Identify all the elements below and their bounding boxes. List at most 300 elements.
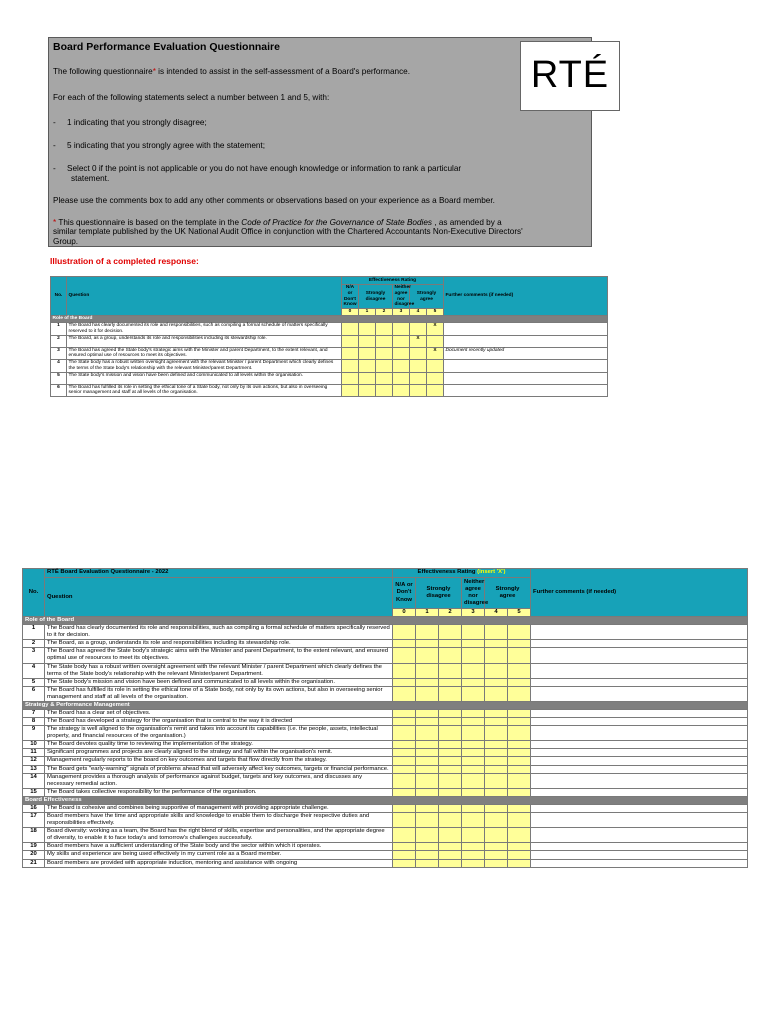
row-number: 9 [23,726,45,741]
table-row [23,718,748,726]
rating-cell-5[interactable] [508,686,531,701]
rating-cell-0[interactable] [393,749,416,757]
comment-cell[interactable] [531,843,748,851]
rating-cell-0[interactable] [342,347,359,360]
table-row [23,710,748,718]
rating-cell-1[interactable] [416,749,439,757]
row-number: 10 [23,741,45,749]
rating-cell-0[interactable] [393,726,416,741]
rating-cell-5[interactable]: X [427,347,444,360]
question-text: Board members are provided with appropriate induction, mentoring and assistance with ongoing [45,859,393,867]
rating-cell-2[interactable] [376,360,393,373]
question-text: The Board gets "early-warning" signals of problems ahead that will adversely affect key outcomes, targets or financial performance. [45,765,393,773]
rating-cell-3[interactable] [462,765,485,773]
rating-cell-0[interactable] [393,859,416,867]
rating-cell-2[interactable] [439,741,462,749]
rating-cell-1[interactable] [416,640,439,648]
col-header-question: Question [45,578,393,617]
comment-cell[interactable] [531,749,748,757]
rating-cell-0[interactable] [342,360,359,373]
col-header-no: No. [23,569,45,617]
rating-cell-0[interactable] [393,828,416,843]
rating-cell-3[interactable] [462,741,485,749]
scale-3: 3 [462,609,485,617]
intro-box [48,37,610,247]
rating-cell-0[interactable] [393,773,416,788]
asterisk-marker: * [152,67,156,76]
row-number: 11 [23,749,45,757]
scale-2: 2 [376,309,393,316]
rating-cell-4[interactable] [485,773,508,788]
col-header-rating: Effectiveness Rating (insert 'X') [393,569,531,578]
rating-cell-3[interactable] [462,686,485,701]
rating-cell-3[interactable] [462,843,485,851]
rating-cell-3[interactable] [462,859,485,867]
section-header-row [23,617,748,625]
row-number: 3 [51,347,67,360]
row-number: 1 [23,625,45,640]
rating-cell-5[interactable] [508,804,531,812]
rating-cell-5[interactable] [508,749,531,757]
intro-line-2: For each of the following statements select a number between 1 and 5, with: [53,93,330,102]
rating-cell-0[interactable] [393,741,416,749]
rating-cell-1[interactable] [416,710,439,718]
scale-1: 1 [359,309,376,316]
rating-cell-5[interactable] [508,788,531,796]
rating-cell-2[interactable] [439,788,462,796]
comment-cell[interactable] [531,813,748,828]
row-number: 15 [23,788,45,796]
row-number: 21 [23,859,45,867]
comment-cell[interactable]: Document recently updated [444,347,608,360]
rating-cell-4[interactable] [485,663,508,678]
rating-cell-1[interactable] [359,384,376,397]
row-number: 2 [51,335,67,347]
rating-cell-4[interactable] [485,741,508,749]
table-row [23,788,748,796]
question-text: The Board has agreed the State body's strategic aims with the Minister and parent Department, to the extent relevant, and ensured optimal use of resources to meet its objectives. [45,648,393,663]
rating-cell-4[interactable] [485,765,508,773]
rating-cell-0[interactable] [393,640,416,648]
col-header-na: N/A or Don't Know [343,285,357,308]
table-row [23,773,748,788]
rating-cell-5[interactable] [508,710,531,718]
rating-cell-2[interactable] [439,710,462,718]
section-header: Board Effectiveness [23,796,748,804]
comment-cell[interactable] [444,360,608,373]
rating-cell-2[interactable] [376,323,393,336]
comment-cell[interactable] [531,741,748,749]
scale-4: 4 [485,609,508,617]
rating-cell-1[interactable] [416,813,439,828]
rating-cell-3[interactable] [462,625,485,640]
table-row [23,625,748,640]
question-text: Management regularly reports to the board on key outcomes and targets that flow directly from the strategy. [45,757,393,765]
question-text: The Board devotes quality time to reviewing the implementation of the strategy. [45,741,393,749]
section-header: Role of the Board [51,316,608,323]
rating-cell-4[interactable] [485,640,508,648]
table-row [23,851,748,859]
col-header-nn: Neither agree nor disagree [462,578,485,609]
rating-cell-5[interactable] [508,828,531,843]
row-number: 4 [23,663,45,678]
rating-cell-3[interactable] [462,749,485,757]
comment-cell[interactable] [531,640,748,648]
col-header-sa: Strongly agree [485,578,531,609]
rating-cell-4[interactable] [485,804,508,812]
row-number: 2 [23,640,45,648]
rating-cell-3[interactable] [462,773,485,788]
table-row [23,757,748,765]
col-header-question: Question [67,277,342,316]
row-number: 5 [23,678,45,686]
rating-cell-2[interactable] [439,625,462,640]
rating-cell-3[interactable] [462,828,485,843]
question-text: The Board has fulfilled its role in setting the ethical tone of a State body, not only by its own actions, but also in overseeing senior management and staff at all levels of the organisation. [67,384,342,397]
rating-cell-5[interactable] [508,648,531,663]
row-number: 8 [23,718,45,726]
rating-cell-1[interactable] [359,360,376,373]
comment-cell[interactable] [531,851,748,859]
rating-cell-5[interactable] [508,625,531,640]
rating-cell-5[interactable] [508,678,531,686]
row-number: 16 [23,804,45,812]
rating-cell-1[interactable] [416,843,439,851]
rating-cell-2[interactable] [439,859,462,867]
question-text: The Board, as a group, understands its role and responsibilities including its stewardship role. [67,335,342,347]
table-row [23,678,748,686]
rating-cell-1[interactable] [416,726,439,741]
col-header-sd: Strongly disagree [359,285,393,309]
rating-cell-2[interactable] [439,757,462,765]
scale-4: 4 [410,309,427,316]
rating-cell-1[interactable] [416,773,439,788]
col-header-nn: Neither agree nor disagree [394,285,415,308]
row-number: 4 [51,360,67,373]
comment-cell[interactable] [531,757,748,765]
rating-cell-4[interactable] [410,384,427,397]
rating-cell-0[interactable] [393,710,416,718]
rating-cell-5[interactable] [427,335,444,347]
comment-cell[interactable] [444,384,608,397]
rating-cell-3[interactable] [462,678,485,686]
rating-cell-1[interactable] [416,625,439,640]
table-row [23,640,748,648]
question-text: The Board is cohesive and combines being supportive of management with providing appropriate challenge. [45,804,393,812]
rating-cell-0[interactable] [342,372,359,384]
col-header-rating: Effectiveness Rating [342,277,444,285]
row-number: 5 [51,372,67,384]
rating-cell-2[interactable] [439,663,462,678]
rating-cell-3[interactable] [462,726,485,741]
table-row [51,360,608,373]
table-row [23,726,748,741]
rating-cell-0[interactable] [393,757,416,765]
rating-cell-1[interactable] [416,851,439,859]
rating-cell-2[interactable] [439,851,462,859]
rating-cell-3[interactable] [462,813,485,828]
scale-5: 5 [508,609,531,617]
table-row [51,347,608,360]
comment-cell[interactable] [444,335,608,347]
row-number: 18 [23,828,45,843]
questionnaire-title: RTÉ Board Evaluation Questionnaire - 2022 [45,569,393,578]
table-row [23,663,748,678]
comment-cell[interactable] [531,765,748,773]
rating-cell-4[interactable] [485,828,508,843]
rating-cell-5[interactable] [508,843,531,851]
rating-cell-4[interactable] [485,843,508,851]
rating-cell-1[interactable] [416,757,439,765]
rating-cell-3[interactable] [462,718,485,726]
comment-cell[interactable] [444,323,608,336]
rating-cell-2[interactable] [439,765,462,773]
rating-cell-1[interactable] [416,804,439,812]
comment-cell[interactable] [531,686,748,701]
rating-cell-5[interactable] [508,773,531,788]
row-number: 17 [23,813,45,828]
rating-cell-4[interactable] [485,678,508,686]
rating-cell-2[interactable] [439,726,462,741]
rating-cell-4[interactable] [485,749,508,757]
rating-cell-5[interactable] [508,859,531,867]
rating-cell-0[interactable] [393,686,416,701]
table-row [23,804,748,812]
table-row [51,335,608,347]
rating-cell-2[interactable] [439,843,462,851]
rating-cell-3[interactable] [462,663,485,678]
rating-cell-4[interactable] [485,813,508,828]
rating-cell-3[interactable] [393,372,410,384]
question-text: The Board has agreed the State body's strategic aims with the Minister and parent Department, to the extent relevant, and ensured optimal use of resources to meet its objectives. [67,347,342,360]
comment-cell[interactable] [531,859,748,867]
row-number: 6 [51,384,67,397]
rating-cell-0[interactable] [393,813,416,828]
rating-cell-5[interactable] [427,372,444,384]
rating-cell-1[interactable] [359,323,376,336]
col-header-sa: Strongly agree [410,285,444,309]
rating-cell-1[interactable] [416,859,439,867]
rating-cell-2[interactable] [439,640,462,648]
rating-cell-5[interactable] [508,813,531,828]
rating-cell-1[interactable] [416,741,439,749]
col-header-comments: Further comments (if needed) [531,569,748,617]
rating-cell-3[interactable] [393,335,410,347]
rating-cell-5[interactable] [508,726,531,741]
table-row [23,648,748,663]
rating-cell-4[interactable] [485,757,508,765]
rating-cell-0[interactable] [393,765,416,773]
rating-cell-2[interactable] [439,749,462,757]
intro-line-1: The following questionnaire* is intended to assist in the self-assessment of a Board's performance. [53,67,411,76]
question-text: My skills and experience are being used effectively in my current role as a Board member. [45,851,393,859]
row-number: 3 [23,648,45,663]
rating-cell-1[interactable] [416,648,439,663]
rating-cell-3[interactable] [462,710,485,718]
rating-cell-3[interactable] [393,360,410,373]
rating-cell-1[interactable] [359,372,376,384]
rating-cell-2[interactable] [376,384,393,397]
rating-cell-4[interactable] [485,718,508,726]
rating-cell-3[interactable] [393,384,410,397]
section-header-row [23,701,748,709]
scale-5: 5 [427,309,444,316]
rating-cell-2[interactable] [439,686,462,701]
table-row [23,749,748,757]
rating-cell-1[interactable] [416,788,439,796]
scale-0: 0 [393,609,416,617]
rating-cell-0[interactable] [393,851,416,859]
comment-cell[interactable] [531,828,748,843]
comment-cell[interactable] [531,678,748,686]
rating-cell-4[interactable] [485,859,508,867]
scale-1: 1 [416,609,439,617]
question-text: Management provides a thorough analysis of performance against budget, targets and key outcomes, and discusses any necessary remedial action. [45,773,393,788]
comment-cell[interactable] [531,625,748,640]
rating-cell-1[interactable] [359,335,376,347]
rating-cell-4[interactable] [410,347,427,360]
rating-cell-3[interactable] [462,757,485,765]
rating-cell-4[interactable]: X [410,335,427,347]
rating-cell-5[interactable] [508,718,531,726]
rating-cell-1[interactable] [416,663,439,678]
comment-cell[interactable] [531,710,748,718]
rating-cell-3[interactable] [462,640,485,648]
rating-cell-5[interactable] [427,384,444,397]
col-header-na: N/A or Don't Know [393,578,416,609]
rating-cell-2[interactable] [439,828,462,843]
question-text: The State body has a robust written oversight agreement with the relevant Minister / parent Department which clearly defines the terms of the State body's relationship with the relevant Minister/parent Department. [45,663,393,678]
rating-cell-4[interactable] [485,788,508,796]
comment-cell[interactable] [531,648,748,663]
rating-cell-2[interactable] [376,372,393,384]
rating-cell-4[interactable] [485,648,508,663]
question-text: The Board has clearly documented its role and responsibilities, such as compiling a formal schedule of matters specifically reserved to it for decision. [45,625,393,640]
rating-cell-2[interactable] [439,648,462,663]
rating-cell-1[interactable] [359,347,376,360]
rating-cell-2[interactable] [439,678,462,686]
rating-cell-3[interactable] [393,347,410,360]
rating-cell-4[interactable] [410,323,427,336]
rating-cell-2[interactable] [439,813,462,828]
rating-cell-3[interactable] [462,648,485,663]
intro-bullet-2: - 5 indicating that you strongly agree with the statement; [53,141,265,150]
comment-cell[interactable] [531,726,748,741]
rating-cell-1[interactable] [416,828,439,843]
rating-cell-3[interactable] [393,323,410,336]
rating-cell-0[interactable] [393,678,416,686]
row-number: 7 [23,710,45,718]
rating-cell-2[interactable] [439,773,462,788]
rating-cell-4[interactable] [485,710,508,718]
rating-cell-2[interactable] [376,347,393,360]
comment-cell[interactable] [531,788,748,796]
rating-cell-0[interactable] [342,384,359,397]
rating-cell-4[interactable] [485,851,508,859]
rating-cell-1[interactable] [416,686,439,701]
rating-cell-5[interactable] [508,765,531,773]
comment-cell[interactable] [531,804,748,812]
rating-cell-1[interactable] [416,678,439,686]
question-text: The Board, as a group, understands its role and responsibilities including its stewardship role. [45,640,393,648]
question-text: The Board has fulfilled its role in setting the ethical tone of a State body, not only by its own actions, but also in overseeing senior management and staff at all levels of the organisation. [45,686,393,701]
rating-cell-5[interactable]: X [427,323,444,336]
rating-cell-4[interactable] [410,360,427,373]
rating-cell-5[interactable] [508,757,531,765]
comment-cell[interactable] [531,773,748,788]
comment-cell[interactable] [531,718,748,726]
rating-cell-0[interactable] [393,843,416,851]
comment-cell[interactable] [531,663,748,678]
rating-cell-0[interactable] [342,323,359,336]
table-row [23,741,748,749]
rating-cell-5[interactable] [508,663,531,678]
col-header-no: No. [51,277,67,316]
rating-cell-3[interactable] [462,804,485,812]
rating-cell-2[interactable] [376,335,393,347]
rating-cell-0[interactable] [393,804,416,812]
rating-cell-0[interactable] [393,663,416,678]
question-text: The Board takes collective responsibility for the performance of the organisation. [45,788,393,796]
rating-cell-4[interactable] [410,372,427,384]
question-text: Significant programmes and projects are clearly aligned to the strategy and fall within the organisation's remit. [45,749,393,757]
section-header: Role of the Board [23,617,748,625]
intro-bullet-1: - 1 indicating that you strongly disagree; [53,118,207,127]
intro-footnote: * This questionnaire is based on the template in the Code of Practice for the Governance of State Bodies , as amended by a similar template published by the UK National Audit Office in conjunction with the Chartered Accountants Non-Executive Directors' Group. [53,218,523,246]
rating-cell-5[interactable] [508,741,531,749]
table-row [23,686,748,701]
rating-cell-4[interactable] [485,625,508,640]
rating-cell-2[interactable] [439,804,462,812]
table-row [23,828,748,843]
question-text: Board members have the time and appropriate skills and knowledge to enable them to discharge their respective duties and responsibilities effectively. [45,813,393,828]
rating-cell-0[interactable] [393,625,416,640]
questionnaire-table [22,568,748,868]
comment-cell[interactable] [444,372,608,384]
rating-cell-5[interactable] [508,640,531,648]
rating-cell-4[interactable] [485,726,508,741]
rating-cell-5[interactable] [427,360,444,373]
col-header-sd: Strongly disagree [416,578,462,609]
rating-cell-0[interactable] [393,648,416,663]
rating-cell-0[interactable] [393,718,416,726]
row-number: 13 [23,765,45,773]
question-text: The Board has developed a strategy for the organisation that is central to the way it is directed [45,718,393,726]
rte-logo: RTÉ [520,41,620,111]
question-text: Board members have a sufficient understanding of the State body and the sector within which it operates. [45,843,393,851]
scale-0: 0 [342,309,359,316]
table-row [51,323,608,336]
rating-cell-0[interactable] [342,335,359,347]
illustration-label: Illustration of a completed response: [50,256,199,266]
table-row [23,859,748,867]
section-header: Strategy & Performance Management [23,701,748,709]
rating-cell-3[interactable] [462,851,485,859]
table-row [51,384,608,397]
rating-cell-4[interactable] [485,686,508,701]
row-number: 1 [51,323,67,336]
rating-cell-1[interactable] [416,765,439,773]
question-text: The State body has a robust written oversight agreement with the relevant Minister / parent Department which clearly defines the terms of the State body's relationship with the relevant Minister/parent Department. [67,360,342,373]
rating-cell-3[interactable] [462,788,485,796]
rating-cell-2[interactable] [439,718,462,726]
intro-title: Board Performance Evaluation Questionnaire [53,41,280,53]
rating-cell-5[interactable] [508,851,531,859]
rating-cell-1[interactable] [416,718,439,726]
row-number: 20 [23,851,45,859]
table-row [23,813,748,828]
rating-cell-0[interactable] [393,788,416,796]
